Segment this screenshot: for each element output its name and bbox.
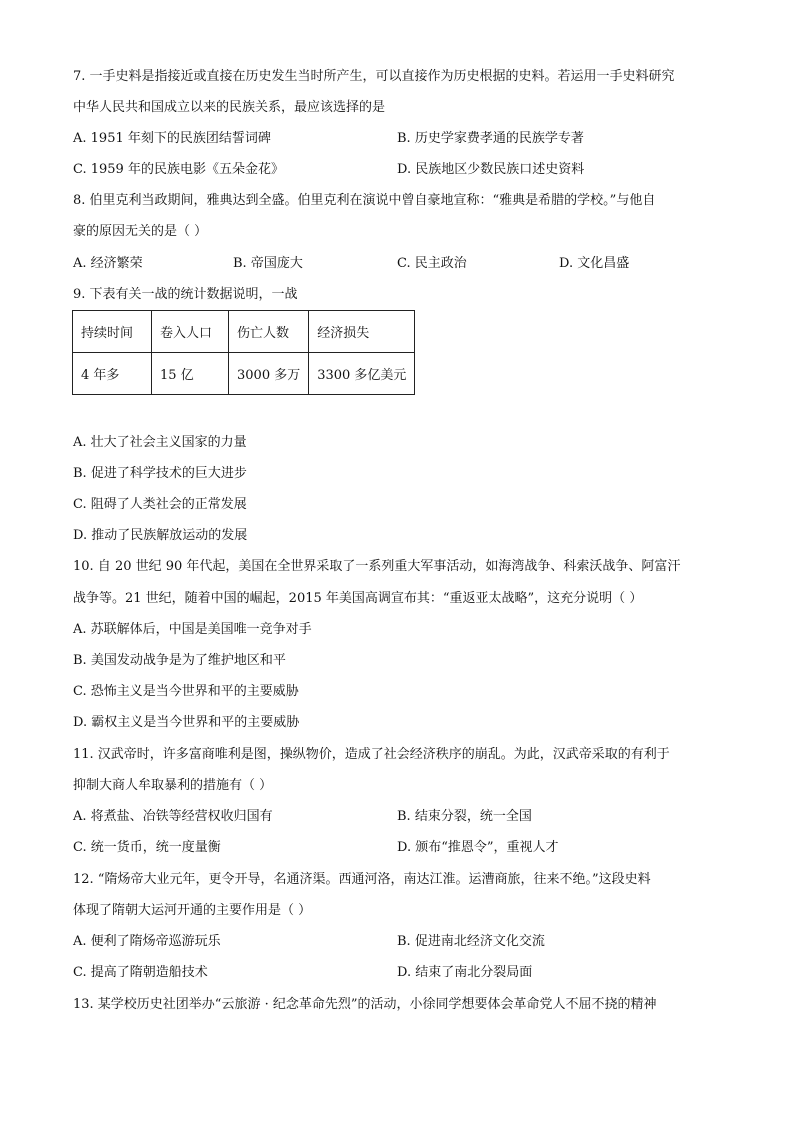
q12-stem-line1: 12. “隋炀帝大业元年，更令开导，名通济渠。西通河洛，南达江淮。运漕商旅，往来不绝。”这段史料	[73, 872, 651, 887]
q9-option-a[interactable]: A. 壮大了社会主义国家的力量	[73, 435, 247, 450]
q9-option-d[interactable]: D. 推动了民族解放运动的发展	[73, 528, 248, 543]
q10-option-a[interactable]: A. 苏联解体后，中国是美国唯一竞争对手	[73, 622, 312, 637]
table-cell-economic-loss: 3300 多亿美元	[309, 353, 415, 395]
q11-stem-line2: 抑制大商人牟取暴利的措施有（ ）	[73, 778, 273, 793]
q8-option-d[interactable]: D. 文化昌盛	[559, 256, 630, 271]
q8-stem-line1: 8. 伯里克利当政期间，雅典达到全盛。伯里克利在演说中曾自豪地宣称：“雅典是希腊的学校。”与他自	[73, 193, 656, 208]
q7-option-d[interactable]: D. 民族地区少数民族口述史资料	[397, 162, 585, 177]
q8-option-a[interactable]: A. 经济繁荣	[73, 256, 143, 271]
q10-stem-line2: 战争等。21 世纪，随着中国的崛起，2015 年美国高调宣布其：“重返亚太战略”，这充分说明（ ）	[73, 591, 643, 606]
q12-option-c[interactable]: C. 提高了隋朝造船技术	[73, 965, 208, 980]
q8-option-b[interactable]: B. 帝国庞大	[233, 256, 303, 271]
q10-option-b[interactable]: B. 美国发动战争是为了维护地区和平	[73, 653, 286, 668]
q7-option-b[interactable]: B. 历史学家费孝通的民族学专著	[397, 131, 584, 146]
q10-option-d[interactable]: D. 霸权主义是当今世界和平的主要威胁	[73, 715, 300, 730]
table-header-population: 卷入人口	[152, 311, 229, 353]
q13-stem-line1: 13. 某学校历史社团举办“云旅游 · 纪念革命先烈”的活动，小徐同学想要体会革命党人不屈不挠的精神	[73, 997, 657, 1012]
q9-stem: 9. 下表有关一战的统计数据说明，一战	[73, 287, 298, 302]
q11-option-b[interactable]: B. 结束分裂，统一全国	[397, 809, 532, 824]
q12-option-b[interactable]: B. 促进南北经济文化交流	[397, 934, 545, 949]
table-header-row	[73, 311, 415, 353]
q11-option-d[interactable]: D. 颁布“推恩令”，重视人才	[397, 840, 559, 855]
table-cell-duration: 4 年多	[73, 353, 152, 395]
q10-option-c[interactable]: C. 恐怖主义是当今世界和平的主要威胁	[73, 684, 299, 699]
q8-option-c[interactable]: C. 民主政治	[397, 256, 467, 271]
q9-option-c[interactable]: C. 阻碍了人类社会的正常发展	[73, 497, 247, 512]
q9-stats-table	[72, 310, 415, 395]
q11-option-a[interactable]: A. 将煮盐、冶铁等经营权收归国有	[73, 809, 273, 824]
table-cell-casualties: 3000 多万	[229, 353, 309, 395]
table-header-duration: 持续时间	[73, 311, 152, 353]
q7-option-a[interactable]: A. 1951 年刻下的民族团结誓词碑	[73, 131, 271, 146]
table-header-economic-loss: 经济损失	[309, 311, 415, 353]
table-cell-population: 15 亿	[152, 353, 229, 395]
q12-stem-line2: 体现了隋朝大运河开通的主要作用是（ ）	[73, 903, 312, 918]
table-header-casualties: 伤亡人数	[229, 311, 309, 353]
q7-stem-line1: 7. 一手史料是指接近或直接在历史发生当时所产生，可以直接作为历史根据的史料。若运用一手史料研究	[73, 69, 675, 84]
q11-stem-line1: 11. 汉武帝时，许多富商唯利是图，操纵物价，造成了社会经济秩序的崩乱。为此，汉武帝采取的有利于	[73, 747, 670, 762]
q7-stem-line2: 中华人民共和国成立以来的民族关系，最应该选择的是	[73, 100, 386, 115]
table-row	[73, 353, 415, 395]
q11-option-c[interactable]: C. 统一货币，统一度量衡	[73, 840, 221, 855]
q10-stem-line1: 10. 自 20 世纪 90 年代起，美国在全世界采取了一系列重大军事活动，如海湾战争、科索沃战争、阿富汗	[73, 559, 681, 574]
q7-option-c[interactable]: C. 1959 年的民族电影《五朵金花》	[73, 162, 284, 177]
q9-option-b[interactable]: B. 促进了科学技术的巨大进步	[73, 466, 247, 481]
q12-option-d[interactable]: D. 结束了南北分裂局面	[397, 965, 533, 980]
q12-option-a[interactable]: A. 便利了隋炀帝巡游玩乐	[73, 934, 221, 949]
q8-stem-line2: 豪的原因无关的是（ ）	[73, 224, 208, 239]
